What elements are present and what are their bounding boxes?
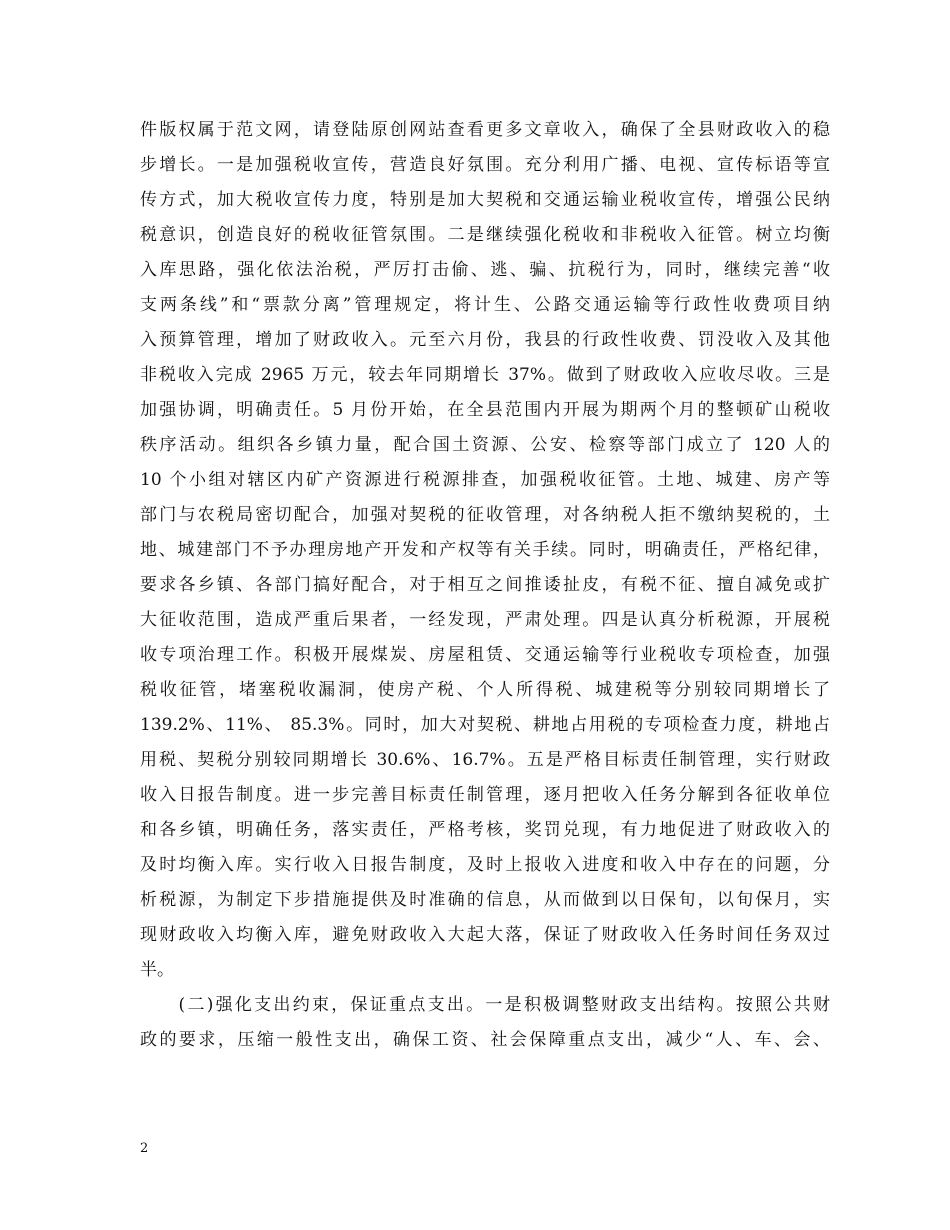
text-line: 139.2%、11%、 85.3%。同时，加大对契税、耕地占用税的专项检查力度，耕地占 bbox=[140, 715, 830, 735]
text-line: 现财政收入均衡入库，避免财政收入大起大落，保证了财政收入任务时间任务双过 bbox=[140, 925, 830, 945]
text-line: 用税、契税分别较同期增长 30.6%、16.7%。五是严格目标责任制管理，实行财政 bbox=[140, 750, 830, 770]
text-line: 收入日报告制度。进一步完善目标责任制管理，逐月把收入任务分解到各征收单位 bbox=[140, 785, 830, 805]
text-line: 入库思路，强化依法治税，严厉打击偷、逃、骗、抗税行为，同时，继续完善“收 bbox=[140, 260, 830, 280]
text-line: 件版权属于范文网，请登陆原创网站查看更多文章收入，确保了全县财政收入的稳 bbox=[140, 120, 830, 140]
text-line: (二)强化支出约束，保证重点支出。一是积极调整财政支出结构。按照公共财 bbox=[140, 995, 830, 1015]
paragraph-2 bbox=[140, 988, 830, 1058]
text-line: 税收征管，堵塞税收漏洞，使房产税、个人所得税、城建税等分别较同期增长了 bbox=[140, 680, 830, 700]
text-line: 秩序活动。组织各乡镇力量，配合国土资源、公安、检察等部门成立了 120 人的 bbox=[140, 435, 830, 455]
text-line: 加强协调，明确责任。5 月份开始，在全县范围内开展为期两个月的整顿矿山税收 bbox=[140, 400, 830, 420]
paragraph-1 bbox=[140, 113, 830, 988]
text-line: 支两条线”和“票款分离”管理规定，将计生、公路交通运输等行政性收费项目纳 bbox=[140, 295, 830, 315]
text-line: 析税源，为制定下步措施提供及时准确的信息，从而做到以日保旬，以旬保月，实 bbox=[140, 890, 830, 910]
text-line: 要求各乡镇、各部门搞好配合，对于相互之间推诿扯皮，有税不征、擅自减免或扩 bbox=[140, 575, 830, 595]
text-line: 地、城建部门不予办理房地产开发和产权等有关手续。同时，明确责任，严格纪律， bbox=[140, 540, 830, 560]
text-line: 政的要求，压缩一般性支出，确保工资、社会保障重点支出，减少“人、车、会、 bbox=[140, 1030, 830, 1050]
text-line: 非税收入完成 2965 万元，较去年同期增长 37%。做到了财政收入应收尽收。三是 bbox=[140, 365, 830, 385]
page-number: 2 bbox=[140, 1141, 149, 1156]
text-line: 税意识，创造良好的税收征管氛围。二是继续强化税收和非税收入征管。树立均衡 bbox=[140, 225, 830, 245]
text-line: 大征收范围，造成严重后果者，一经发现，严肃处理。四是认真分析税源，开展税 bbox=[140, 610, 830, 630]
text-line-last: 半。 bbox=[140, 960, 174, 980]
text-line: 10 个小组对辖区内矿产资源进行税源排查，加强税收征管。土地、城建、房产等 bbox=[140, 470, 830, 490]
text-line: 传方式，加大税收宣传力度，特别是加大契税和交通运输业税收宣传，增强公民纳 bbox=[140, 190, 830, 210]
text-line: 入预算管理，增加了财政收入。元至六月份，我县的行政性收费、罚没收入及其他 bbox=[140, 330, 830, 350]
text-line: 和各乡镇，明确任务，落实责任，严格考核，奖罚兑现，有力地促进了财政收入的 bbox=[140, 820, 830, 840]
text-line: 部门与农税局密切配合，加强对契税的征收管理，对各纳税人拒不缴纳契税的，土 bbox=[140, 505, 830, 525]
text-line: 及时均衡入库。实行收入日报告制度，及时上报收入进度和收入中存在的问题，分 bbox=[140, 855, 830, 875]
document-body bbox=[140, 113, 830, 1058]
text-line: 步增长。一是加强税收宣传，营造良好氛围。充分利用广播、电视、宣传标语等宣 bbox=[140, 155, 830, 175]
text-line: 收专项治理工作。积极开展煤炭、房屋租赁、交通运输等行业税收专项检查，加强 bbox=[140, 645, 830, 665]
